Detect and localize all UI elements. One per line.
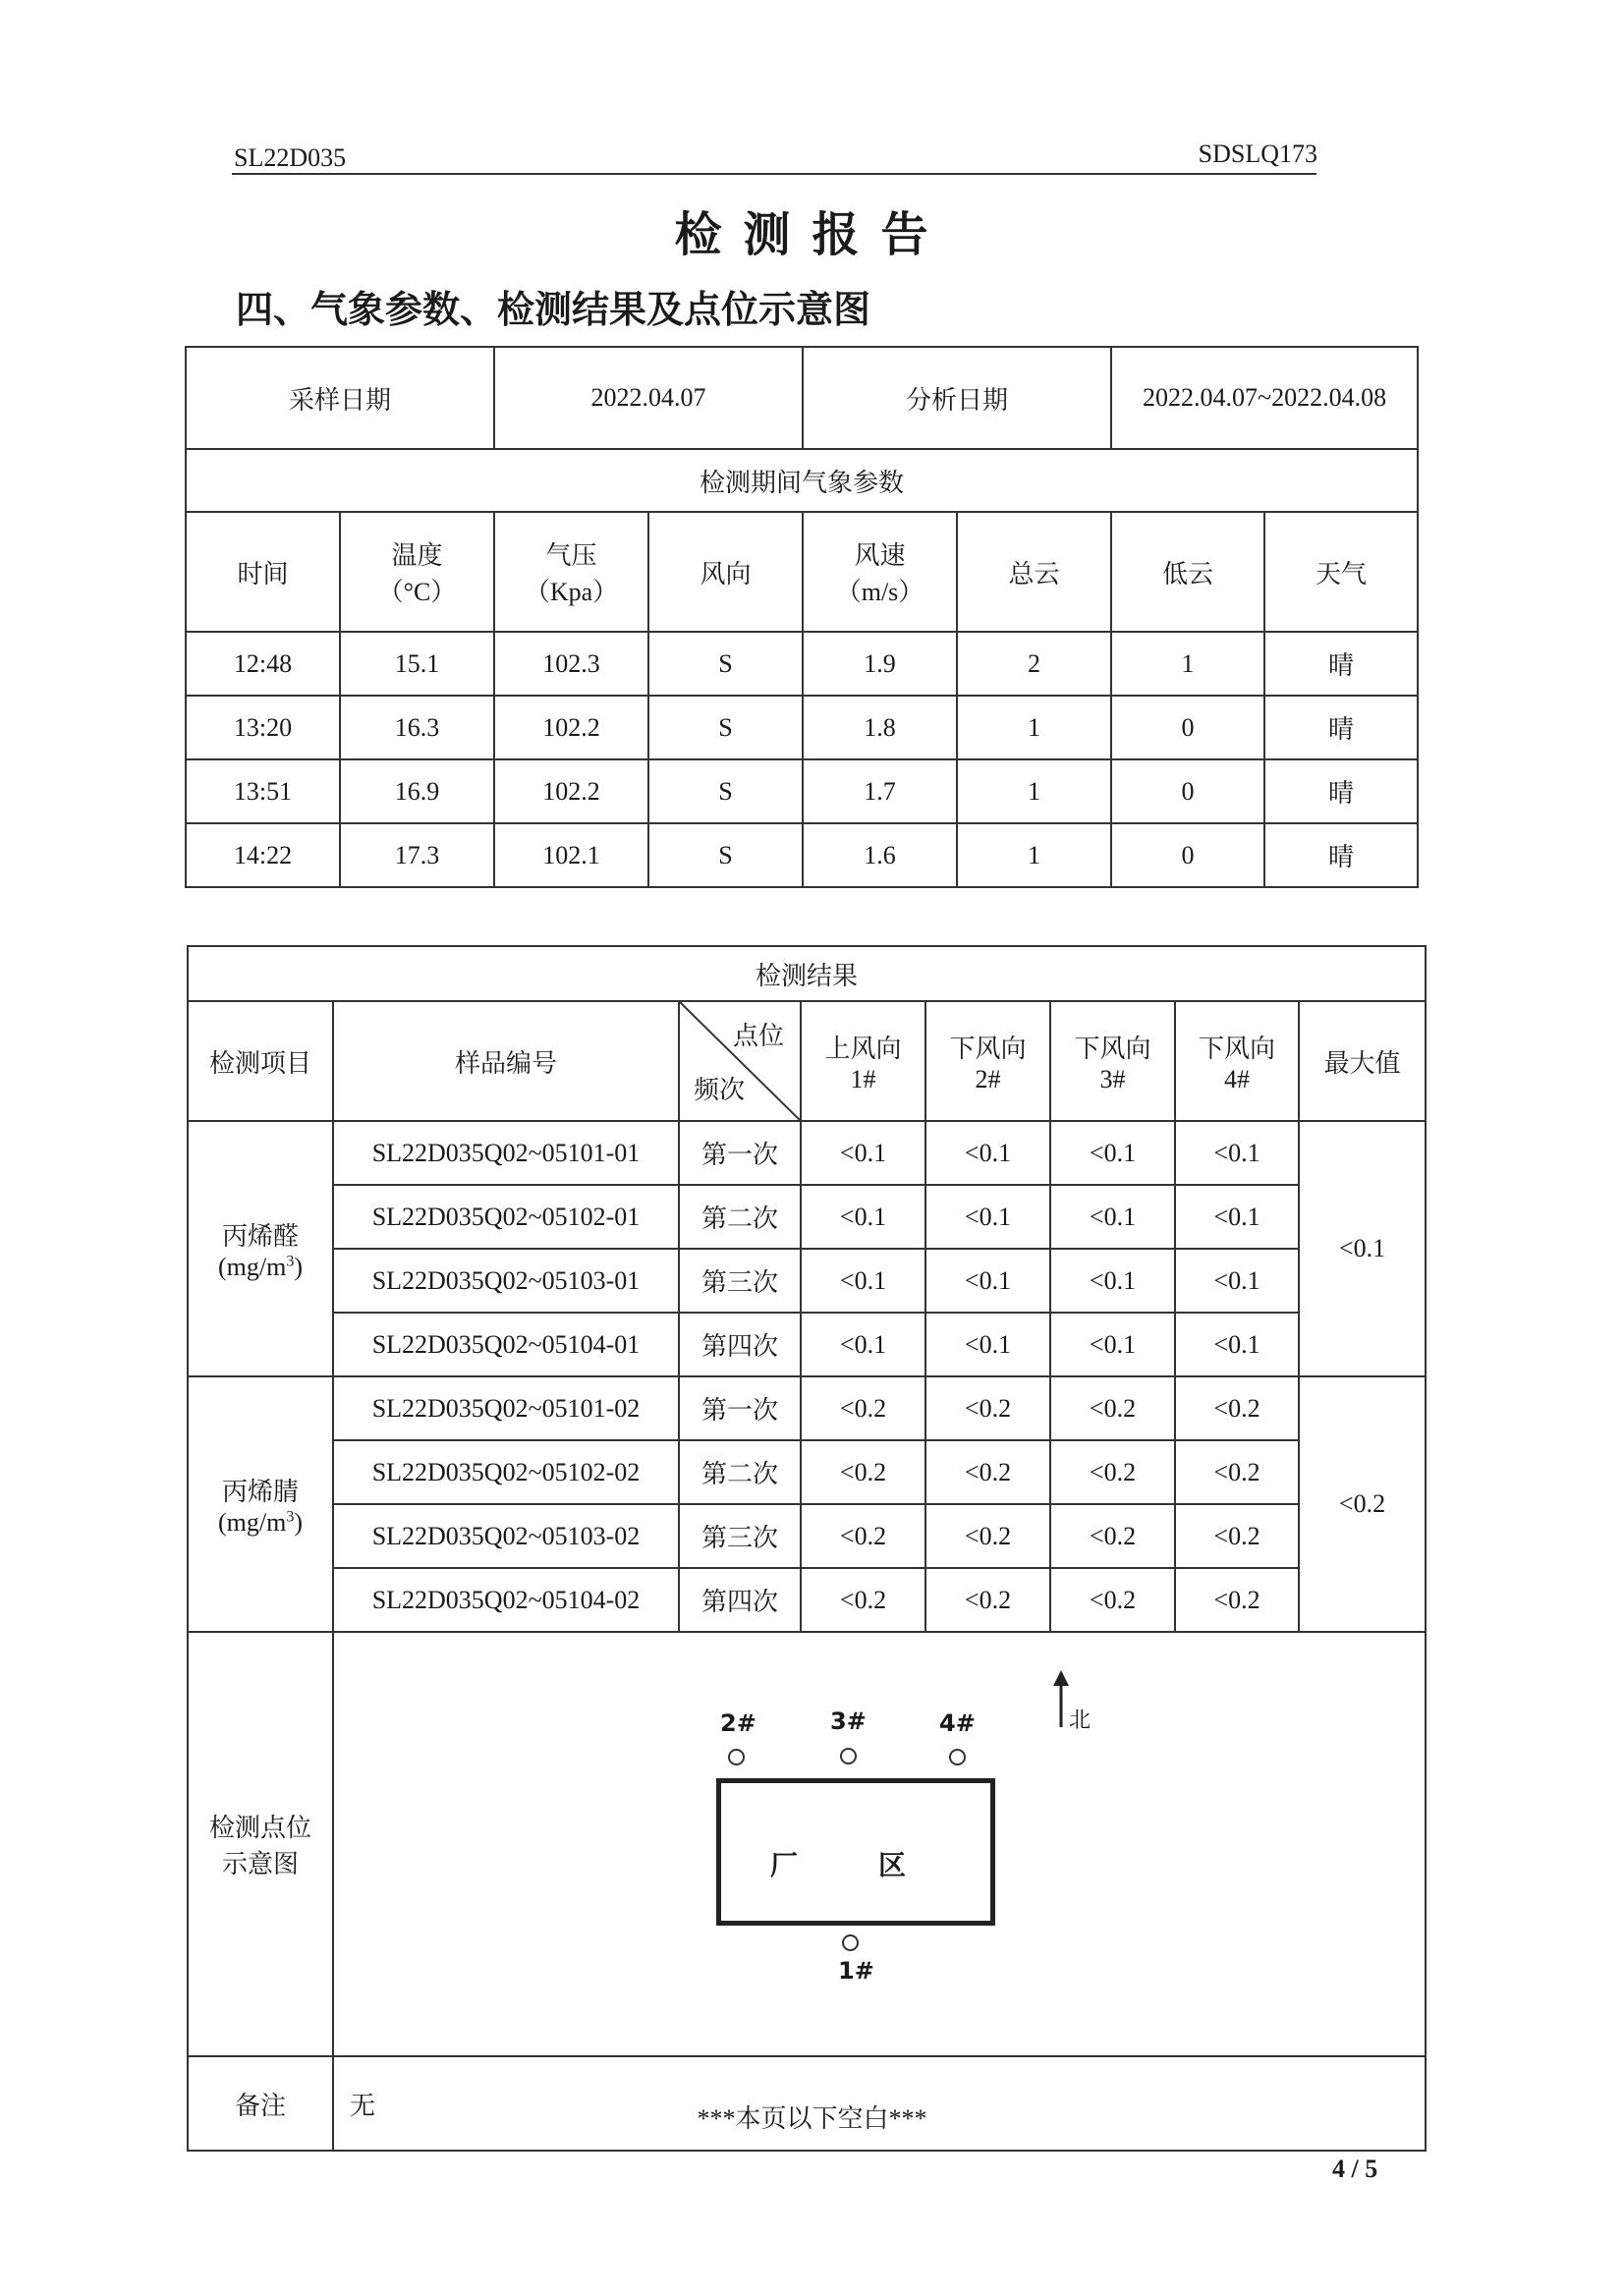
cell-frequency: 第四次 bbox=[679, 1313, 801, 1376]
cell-pressure: 102.1 bbox=[494, 823, 648, 887]
cell-sample: SL22D035Q02~05102-02 bbox=[333, 1440, 679, 1504]
cell-value: <0.1 bbox=[1050, 1185, 1175, 1249]
cell-value: <0.2 bbox=[925, 1376, 1050, 1440]
cell-sample: SL22D035Q02~05104-02 bbox=[333, 1568, 679, 1632]
result-row bbox=[188, 1121, 1426, 1185]
cell-sample: SL22D035Q02~05103-01 bbox=[333, 1249, 679, 1313]
cell-sample: SL22D035Q02~05103-02 bbox=[333, 1504, 679, 1568]
cell-temp: 17.3 bbox=[340, 823, 494, 887]
point-2-marker bbox=[728, 1749, 745, 1765]
cell-value: <0.2 bbox=[925, 1504, 1050, 1568]
analysis-date-value: 2022.04.07~2022.04.08 bbox=[1111, 347, 1418, 449]
result-row bbox=[188, 1504, 1426, 1568]
cell-time: 12:48 bbox=[186, 632, 340, 696]
cell-wind-speed: 1.7 bbox=[803, 759, 957, 823]
form-code: SDSLQ173 bbox=[1198, 140, 1317, 168]
cell-frequency: 第二次 bbox=[679, 1185, 801, 1249]
map-row bbox=[188, 1632, 1426, 2056]
cell-value: <0.1 bbox=[925, 1185, 1050, 1249]
remark-value: 无 bbox=[333, 2056, 1426, 2151]
cell-total-cloud: 2 bbox=[957, 632, 1111, 696]
cell-value: <0.2 bbox=[801, 1376, 925, 1440]
cell-value: <0.1 bbox=[801, 1185, 925, 1249]
dates-row bbox=[186, 347, 1418, 449]
cell-value: <0.2 bbox=[1050, 1440, 1175, 1504]
cell-value: <0.2 bbox=[1175, 1376, 1299, 1440]
cell-value: <0.2 bbox=[1050, 1376, 1175, 1440]
col-time: 时间 bbox=[186, 512, 340, 632]
cell-value: <0.1 bbox=[1050, 1249, 1175, 1313]
cell-value: <0.1 bbox=[1175, 1185, 1299, 1249]
point-2-label: 2# bbox=[720, 1709, 756, 1737]
north-label: 北 bbox=[1069, 1708, 1092, 1733]
blank-below-note: ***本页以下空白*** bbox=[697, 2104, 927, 2133]
header-rule bbox=[232, 173, 1316, 175]
sampling-date-label: 采样日期 bbox=[186, 347, 494, 449]
cell-value: <0.1 bbox=[1175, 1121, 1299, 1185]
cell-frequency: 第三次 bbox=[679, 1504, 801, 1568]
cell-frequency: 第一次 bbox=[679, 1121, 801, 1185]
cell-pressure: 102.2 bbox=[494, 696, 648, 759]
cell-sample: SL22D035Q02~05104-01 bbox=[333, 1313, 679, 1376]
cell-time: 13:51 bbox=[186, 759, 340, 823]
col-point-frequency: 点位 频次 bbox=[679, 1001, 801, 1121]
cell-value: <0.1 bbox=[801, 1249, 925, 1313]
cell-temp: 15.1 bbox=[340, 632, 494, 696]
weather-row bbox=[186, 823, 1418, 887]
cell-value: <0.2 bbox=[1175, 1504, 1299, 1568]
cell-temp: 16.9 bbox=[340, 759, 494, 823]
cell-wind-dir: S bbox=[648, 759, 803, 823]
col-sky: 天气 bbox=[1264, 512, 1418, 632]
plant-area: 厂 区 bbox=[716, 1778, 995, 1926]
cell-value: <0.1 bbox=[1050, 1121, 1175, 1185]
results-title: 检测结果 bbox=[188, 946, 1426, 1001]
cell-value: <0.2 bbox=[925, 1440, 1050, 1504]
cell-frequency: 第四次 bbox=[679, 1568, 801, 1632]
col-wind-speed: 风速 （m/s） bbox=[803, 512, 957, 632]
analysis-date-label: 分析日期 bbox=[803, 347, 1111, 449]
col-point-1: 上风向 1# bbox=[801, 1001, 925, 1121]
cell-max: <0.1 bbox=[1299, 1121, 1426, 1376]
cell-sky: 晴 bbox=[1264, 823, 1418, 887]
item-acrylonitrile: 丙烯腈 $(mg/m^3)$ bbox=[188, 1376, 333, 1632]
cell-low-cloud: 1 bbox=[1111, 632, 1264, 696]
cell-value: <0.2 bbox=[925, 1568, 1050, 1632]
col-point-3: 下风向 3# bbox=[1050, 1001, 1175, 1121]
page-number: 4 / 5 bbox=[1332, 2155, 1378, 2183]
weather-header-row bbox=[186, 512, 1418, 632]
cell-pressure: 102.3 bbox=[494, 632, 648, 696]
cell-value: <0.2 bbox=[801, 1440, 925, 1504]
col-sample-no: 样品编号 bbox=[333, 1001, 679, 1121]
map-label: 检测点位 示意图 bbox=[188, 1632, 333, 2056]
cell-time: 13:20 bbox=[186, 696, 340, 759]
cell-temp: 16.3 bbox=[340, 696, 494, 759]
weather-row bbox=[186, 759, 1418, 823]
section-title: 四、气象参数、检测结果及点位示意图 bbox=[236, 288, 871, 331]
cell-value: <0.2 bbox=[1175, 1568, 1299, 1632]
cell-value: <0.2 bbox=[1050, 1568, 1175, 1632]
result-row bbox=[188, 1185, 1426, 1249]
point-3-label: 3# bbox=[830, 1708, 867, 1735]
weather-table bbox=[185, 346, 1419, 888]
item-acrolein: 丙烯醛 $(mg/m^3)$ bbox=[188, 1121, 333, 1376]
cell-value: <0.2 bbox=[1175, 1440, 1299, 1504]
cell-sample: SL22D035Q02~05101-02 bbox=[333, 1376, 679, 1440]
weather-row bbox=[186, 632, 1418, 696]
cell-value: <0.1 bbox=[801, 1121, 925, 1185]
point-4-label: 4# bbox=[939, 1709, 976, 1737]
site-map bbox=[333, 1632, 1426, 2056]
point-1-label: 1# bbox=[838, 1957, 874, 1985]
cell-sample: SL22D035Q02~05102-01 bbox=[333, 1185, 679, 1249]
cell-low-cloud: 0 bbox=[1111, 823, 1264, 887]
cell-value: <0.1 bbox=[801, 1313, 925, 1376]
col-point-2: 下风向 2# bbox=[925, 1001, 1050, 1121]
col-point-4: 下风向 4# bbox=[1175, 1001, 1299, 1121]
cell-total-cloud: 1 bbox=[957, 696, 1111, 759]
cell-frequency: 第一次 bbox=[679, 1376, 801, 1440]
cell-value: <0.2 bbox=[801, 1504, 925, 1568]
cell-sky: 晴 bbox=[1264, 696, 1418, 759]
cell-frequency: 第三次 bbox=[679, 1249, 801, 1313]
cell-max: <0.2 bbox=[1299, 1376, 1426, 1632]
col-max: 最大值 bbox=[1299, 1001, 1426, 1121]
cell-sky: 晴 bbox=[1264, 759, 1418, 823]
col-wind-dir: 风向 bbox=[648, 512, 803, 632]
cell-value: <0.1 bbox=[1050, 1313, 1175, 1376]
cell-sample: SL22D035Q02~05101-01 bbox=[333, 1121, 679, 1185]
remark-label: 备注 bbox=[188, 2056, 333, 2151]
col-temp: 温度 （°C） bbox=[340, 512, 494, 632]
cell-wind-speed: 1.6 bbox=[803, 823, 957, 887]
result-row bbox=[188, 1376, 1426, 1440]
cell-total-cloud: 1 bbox=[957, 823, 1111, 887]
cell-value: <0.1 bbox=[925, 1249, 1050, 1313]
cell-pressure: 102.2 bbox=[494, 759, 648, 823]
weather-title: 检测期间气象参数 bbox=[186, 449, 1418, 512]
cell-value: <0.1 bbox=[925, 1313, 1050, 1376]
result-row bbox=[188, 1568, 1426, 1632]
report-number: SL22D035 bbox=[234, 143, 347, 172]
results-header-row bbox=[188, 1001, 1426, 1121]
cell-wind-dir: S bbox=[648, 823, 803, 887]
cell-wind-speed: 1.9 bbox=[803, 632, 957, 696]
result-row bbox=[188, 1313, 1426, 1376]
point-4-marker bbox=[949, 1749, 966, 1765]
result-row bbox=[188, 1440, 1426, 1504]
cell-sky: 晴 bbox=[1264, 632, 1418, 696]
col-item: 检测项目 bbox=[188, 1001, 333, 1121]
results-table bbox=[187, 945, 1427, 2152]
cell-wind-dir: S bbox=[648, 696, 803, 759]
cell-value: <0.2 bbox=[1050, 1504, 1175, 1568]
cell-value: <0.1 bbox=[925, 1121, 1050, 1185]
page-title: 检测报告 bbox=[674, 207, 950, 262]
cell-low-cloud: 0 bbox=[1111, 696, 1264, 759]
cell-low-cloud: 0 bbox=[1111, 759, 1264, 823]
cell-wind-speed: 1.8 bbox=[803, 696, 957, 759]
cell-total-cloud: 1 bbox=[957, 759, 1111, 823]
cell-time: 14:22 bbox=[186, 823, 340, 887]
point-1-marker bbox=[842, 1934, 859, 1951]
sampling-date-value: 2022.04.07 bbox=[494, 347, 803, 449]
result-row bbox=[188, 1249, 1426, 1313]
cell-value: <0.2 bbox=[801, 1568, 925, 1632]
col-total-cloud: 总云 bbox=[957, 512, 1111, 632]
point-3-marker bbox=[840, 1748, 857, 1764]
cell-value: <0.1 bbox=[1175, 1249, 1299, 1313]
weather-row bbox=[186, 696, 1418, 759]
cell-frequency: 第二次 bbox=[679, 1440, 801, 1504]
col-pressure: 气压 （Kpa） bbox=[494, 512, 648, 632]
cell-wind-dir: S bbox=[648, 632, 803, 696]
col-low-cloud: 低云 bbox=[1111, 512, 1264, 632]
cell-value: <0.1 bbox=[1175, 1313, 1299, 1376]
